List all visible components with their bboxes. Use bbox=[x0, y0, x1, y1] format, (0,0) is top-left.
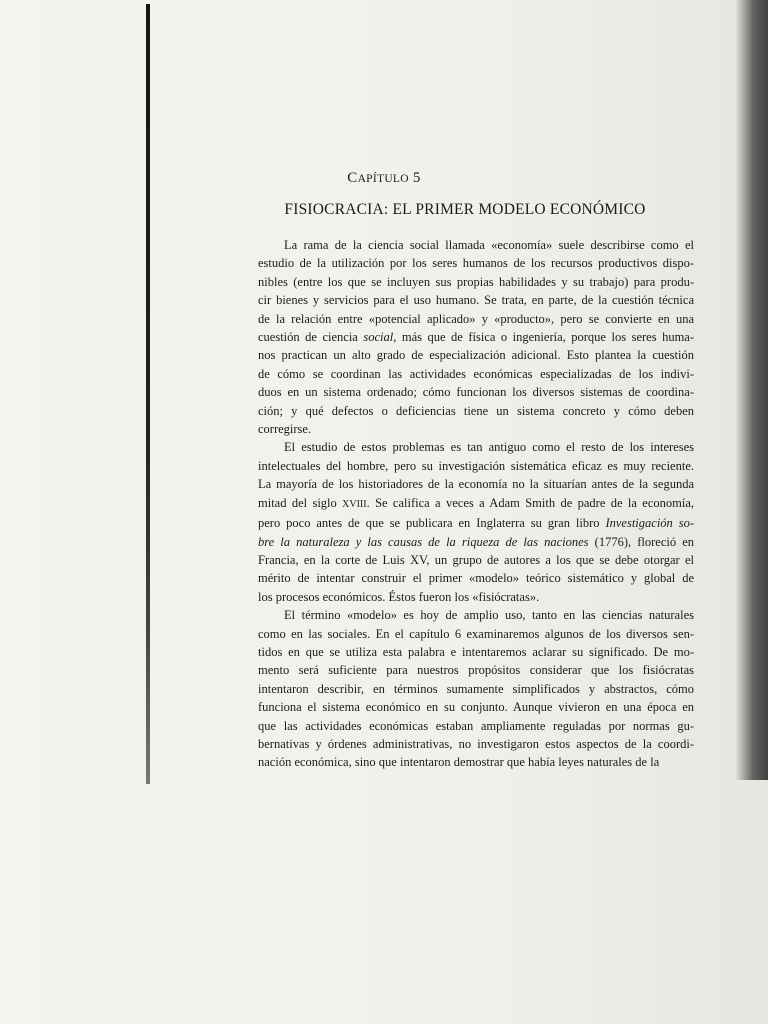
paragraph bbox=[258, 438, 694, 606]
text-line: cuestión de ciencia social, más que de física o ingeniería, porque los seres huma- bbox=[258, 330, 695, 345]
text-line: pero poco antes de que se publicara en Inglaterra su gran libro Investigación so- bbox=[258, 516, 695, 531]
text-line: ción; y qué defectos o deficiencias tiene un sistema concreto y cómo deben bbox=[258, 403, 694, 418]
text-line: nos practican un alto grado de especialización adicional. Esto plantea la cuestión bbox=[258, 348, 694, 363]
paragraph bbox=[258, 606, 694, 772]
body-text bbox=[258, 236, 694, 772]
text-line: El término «modelo» es hoy de amplio uso, tanto en las ciencias naturales bbox=[284, 608, 694, 623]
text-line: El estudio de estos problemas es tan antiguo como el resto de los intereses bbox=[284, 440, 694, 455]
chapter-title: FISIOCRACIA: EL PRIMER MODELO ECONÓMICO bbox=[284, 201, 646, 218]
text-line: bernativas y órdenes administrativas, no investigaron estos aspectos de la coordi- bbox=[258, 736, 694, 751]
paragraph bbox=[258, 236, 694, 438]
text-line: nibles (entre los que se incluyen sus propias habilidades y su trabajo) para produ- bbox=[258, 274, 694, 289]
text-line: de la relación entre «potencial aplicado» y «producto», pero se convierte en una bbox=[258, 311, 694, 326]
text-line: que las actividades económicas estaban ampliamente reguladas por normas gu- bbox=[258, 718, 694, 733]
show-through-text bbox=[183, 12, 731, 222]
text-line: intelectuales del hombre, pero su investigación sistemática eficaz es muy reciente. bbox=[258, 458, 694, 473]
chapter-label-initial: C bbox=[347, 170, 358, 186]
text-line: nación económica, sino que intentaron demostrar que había leyes naturales de la bbox=[258, 755, 660, 770]
text-line: funciona el sistema económico en su conjunto. Aunque vivieron en una época en bbox=[258, 700, 694, 715]
spine-shadow-line bbox=[146, 4, 150, 784]
text-line: mitad del siglo XVIII. Se califica a veces a Adam Smith de padre de la economía, bbox=[258, 495, 694, 510]
text-line: La mayoría de los historiadores de la economía no la situarían antes de la segunda bbox=[258, 477, 694, 492]
text-line: los procesos económicos. Éstos fueron los «fisiócratas». bbox=[258, 589, 540, 604]
text-line: mento será suficiente para nuestros propósitos considerar que los fisiócratas bbox=[258, 663, 694, 678]
text-line: de cómo se coordinan las actividades económicas especializadas de los indivi- bbox=[258, 366, 694, 381]
text-line: estudio de la utilización por los seres humanos de los recursos productivos dispo- bbox=[258, 256, 694, 271]
text-line: como en las sociales. En el capítulo 6 examinaremos algunos de los diversos sen- bbox=[258, 626, 694, 641]
text-line: tidos en que se utiliza esta palabra e intentaremos aclarar su significado. De mo- bbox=[258, 644, 694, 659]
text-line: intentaron describir, en términos sumamente simplificados y abstractos, cómo bbox=[258, 681, 694, 696]
chapter-label-rest: APÍTULO bbox=[357, 173, 409, 185]
text-line: La rama de la ciencia social llamada «economía» suele describirse como el bbox=[284, 238, 694, 252]
chapter-number: 5 bbox=[412, 170, 421, 186]
page-edge-shadow bbox=[735, 0, 768, 780]
text-line: bre la naturaleza y las causas de la riqueza de las naciones (1776), floreció en bbox=[258, 534, 694, 549]
text-line: Francia, en la corte de Luis XV, un grupo de autores a los que se debe otorgar el bbox=[258, 552, 694, 567]
chapter-label bbox=[0, 170, 768, 187]
text-line: duos en un sistema ordenado; cómo funcionan los diversos sistemas de coordina- bbox=[258, 385, 694, 400]
text-line: mérito de intentar construir el primer «modelo» teórico sistemático y global de bbox=[258, 571, 694, 586]
text-line: cir bienes y servicios para el uso humano. Se trata, en parte, de la cuestión técnica bbox=[258, 293, 694, 308]
text-line: corregirse. bbox=[258, 422, 312, 437]
